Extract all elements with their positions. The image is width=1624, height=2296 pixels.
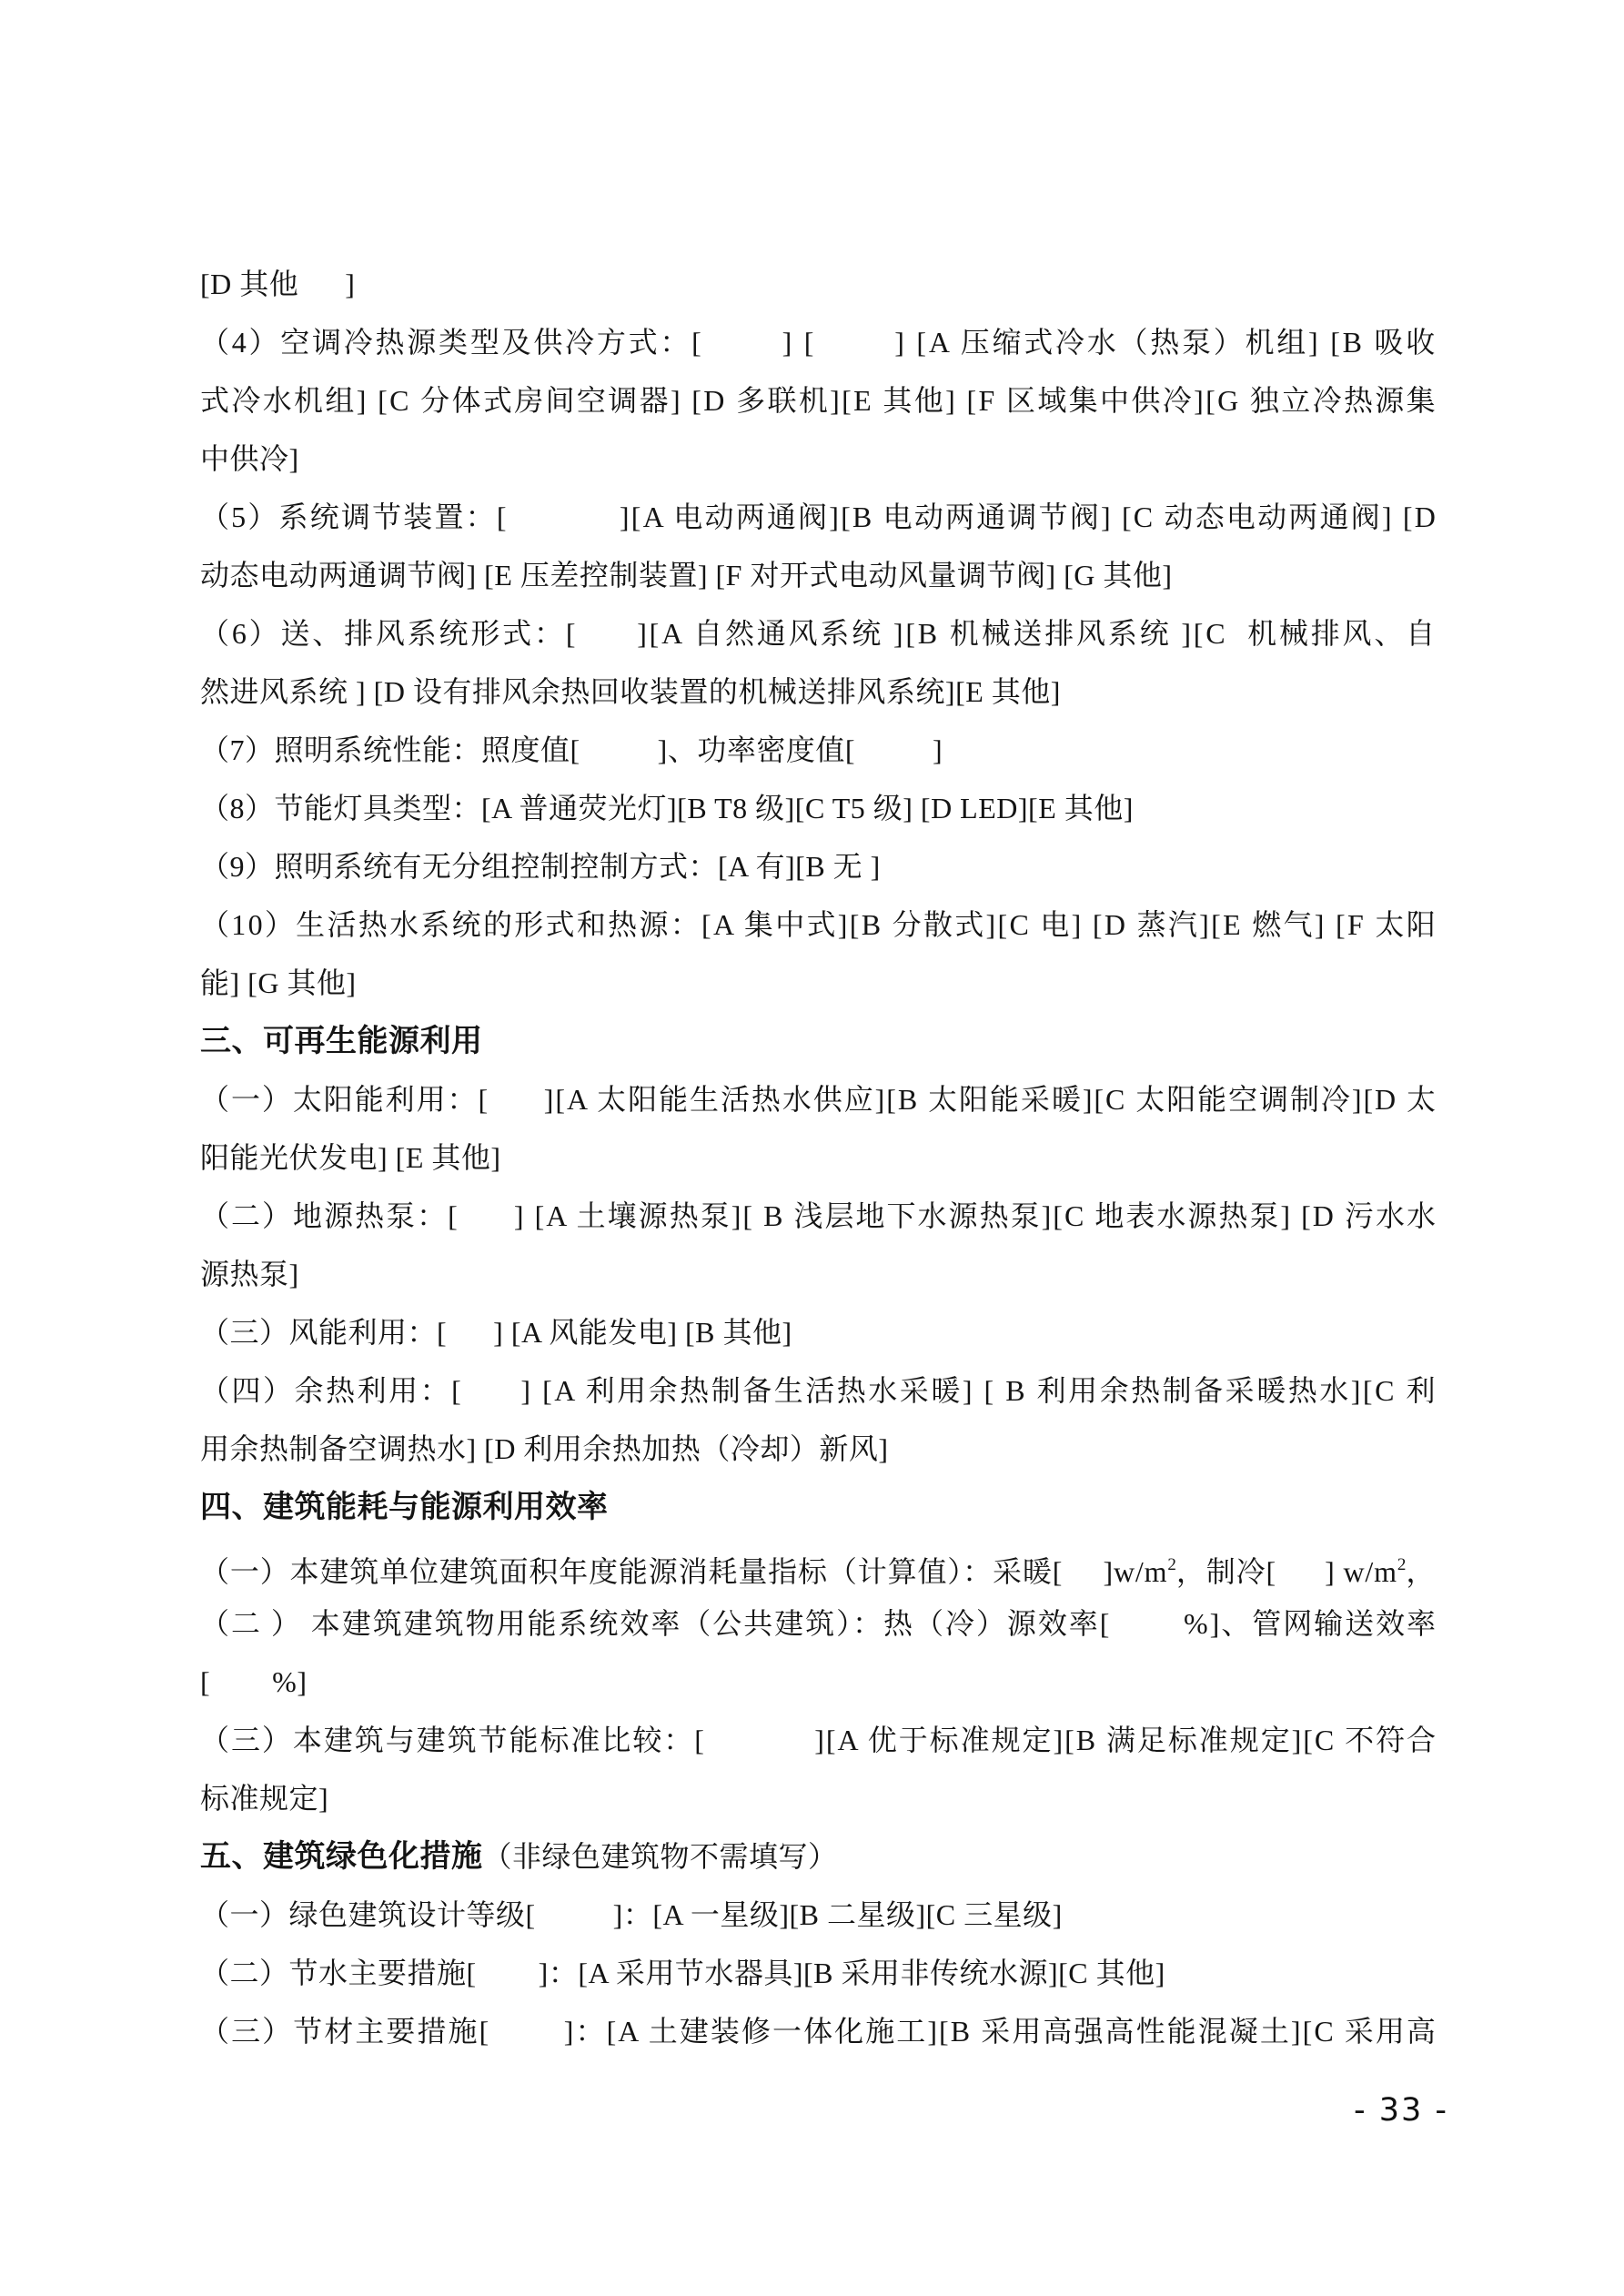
text-line: [200, 1653, 1437, 1711]
text-line: [200, 1245, 1437, 1303]
line-content: [200, 617, 1437, 650]
text-line: [200, 721, 1437, 779]
text-segment: ，: [1406, 1555, 1437, 1588]
text-line: [200, 430, 1437, 488]
text-line: [200, 2002, 1437, 2060]
text-segment: 然进风系统 ] [D 设有排风余热回收装置的机械送排风系统][E 其他]: [200, 675, 1061, 708]
text-segment: （7）照明系统性能：照度值[ ]、功率密度值[ ]: [200, 733, 943, 766]
text-line: [200, 255, 1437, 313]
text-segment: （6）送、排风系统形式：[ ][A 自然通风系统 ][B 机械送排风系统 ][C 机械排风、自: [200, 617, 1437, 650]
line-content: [200, 1665, 307, 1698]
text-line: [200, 313, 1437, 371]
text-line: [200, 1769, 1437, 1827]
text-segment: （一）绿色建筑设计等级[ ]：[A 一星级][B 二星级][C 三星级]: [200, 1898, 1063, 1931]
text-segment: 标准规定]: [200, 1782, 329, 1815]
page-number: - 33 -: [1354, 2092, 1449, 2129]
line-content: [200, 1025, 483, 1057]
line-content: [200, 966, 357, 999]
text-segment: 动态电动两通调节阀] [E 压差控制装置] [F 对开式电动风量调节阀] [G 其他]: [200, 559, 1173, 592]
text-segment: （4）空调冷热源类型及供冷方式：[ ] [ ] [A 压缩式冷水（热泵）机组] [B 吸收: [200, 326, 1437, 359]
line-content: [200, 1491, 609, 1523]
document-body: [200, 255, 1437, 2060]
text-line: [200, 1536, 1437, 1594]
text-line: [200, 895, 1437, 954]
line-content: [200, 1316, 792, 1349]
text-segment: （四）余热利用：[ ] [A 利用余热制备生活热水采暖] [ B 利用余热制备采暖热水][C 利: [200, 1374, 1437, 1407]
text-line: [200, 837, 1437, 895]
line-content: [200, 442, 299, 475]
heading-text: 三、可再生能源利用: [200, 1025, 483, 1058]
text-segment: （三）本建筑与建筑节能标准比较：[ ][A 优于标准规定][B 满足标准规定][C 不符合: [200, 1724, 1437, 1756]
text-line: [200, 1303, 1437, 1361]
text-line: [200, 604, 1437, 663]
line-content: [200, 268, 355, 300]
line-content: [200, 326, 1437, 359]
line-content: [200, 1374, 1437, 1407]
line-content: [200, 559, 1173, 592]
line-content: [200, 1083, 1437, 1116]
line-content: [200, 384, 1437, 417]
text-line: [200, 1711, 1437, 1769]
text-line: [200, 1886, 1437, 1944]
line-content: [200, 1898, 1063, 1931]
text-line: [200, 663, 1437, 721]
line-content: [200, 1607, 1437, 1640]
text-segment: （三）风能利用：[ ] [A 风能发电] [B 其他]: [200, 1316, 792, 1349]
line-content: [200, 1258, 299, 1290]
text-line: [200, 1361, 1437, 1420]
text-segment: [ %]: [200, 1665, 308, 1698]
text-segment: [D 其他 ]: [200, 268, 356, 300]
text-line: [200, 954, 1437, 1012]
text-line: [200, 1128, 1437, 1187]
text-segment: （二）节水主要措施[ ]：[A 采用节水器具][B 采用非传统水源][C 其他]: [200, 1957, 1165, 1989]
text-segment: 阳能光伏发电] [E 其他]: [200, 1141, 501, 1174]
line-content: [200, 733, 943, 766]
line-content: [200, 501, 1437, 533]
text-segment: 源热泵]: [200, 1258, 299, 1290]
text-line: [200, 546, 1437, 604]
text-segment: （一）本建筑单位建筑面积年度能源消耗量指标（计算值）：采暖[ ]w/m: [200, 1555, 1168, 1588]
line-content: [200, 1724, 1437, 1756]
line-content: [200, 2015, 1437, 2048]
heading-text: 四、建筑能耗与能源利用效率: [200, 1491, 609, 1524]
line-content: [200, 675, 1061, 708]
heading-text: 五、建筑绿色化措施: [200, 1840, 483, 1874]
text-line: [200, 1187, 1437, 1245]
superscript: 2: [1167, 1555, 1176, 1574]
text-line: [200, 488, 1437, 546]
line-content: [200, 1957, 1165, 1989]
line-content: [200, 908, 1437, 941]
text-segment: （二）地源热泵：[ ] [A 土壤源热泵][ B 浅层地下水源热泵][C 地表水源热泵] [D 污水水: [200, 1199, 1437, 1232]
text-line: [200, 1944, 1437, 2002]
superscript: 2: [1397, 1555, 1407, 1574]
text-segment: （8）节能灯具类型：[A 普通荧光灯][B T8 级][C T5 级] [D LED][E 其他]: [200, 792, 1134, 824]
text-segment: （二 ） 本建筑建筑物用能系统效率（公共建筑）：热（冷）源效率[ %]、管网输送效率: [200, 1607, 1437, 1640]
text-segment: （9）照明系统有无分组控制控制方式：[A 有][B 无 ]: [200, 850, 881, 883]
text-line: [200, 1420, 1437, 1478]
line-content: [200, 792, 1134, 824]
text-segment: （10）生活热水系统的形式和热源：[A 集中式][B 分散式][C 电] [D 蒸汽][E 燃气] [F 太阳: [200, 908, 1437, 941]
line-content: [200, 850, 881, 883]
line-content: [200, 1432, 889, 1465]
text-segment: 式冷水机组] [C 分体式房间空调器] [D 多联机][E 其他] [F 区域集中供冷][G 独立冷热源集: [200, 384, 1437, 417]
text-line: [200, 1594, 1437, 1653]
section-heading: [200, 1827, 1437, 1886]
line-content: [200, 1141, 501, 1174]
text-segment: 用余热制备空调热水] [D 利用余热加热（冷却）新风]: [200, 1432, 889, 1465]
line-content: [200, 1782, 328, 1815]
section-heading: [200, 1478, 1437, 1536]
text-line: [200, 371, 1437, 430]
text-segment: 中供冷]: [200, 442, 299, 475]
text-segment: （一）太阳能利用：[ ][A 太阳能生活热水供应][B 太阳能采暖][C 太阳能空调制冷][D 太: [200, 1083, 1437, 1116]
text-segment: （5）系统调节装置：[ ][A 电动两通阀][B 电动两通调节阀] [C 动态电动两通阀] [D: [200, 501, 1437, 533]
line-content: [200, 1555, 1436, 1588]
section-heading: [200, 1012, 1437, 1070]
text-segment: （非绿色建筑物不需填写）: [482, 1840, 838, 1873]
line-content: [200, 1199, 1437, 1232]
text-segment: ，制冷[ ] w/m: [1175, 1555, 1397, 1588]
text-line: [200, 1070, 1437, 1128]
text-segment: （三）节材主要措施[ ]：[A 土建装修一体化施工][B 采用高强高性能混凝土][C 采用高: [200, 2015, 1437, 2048]
text-segment: 能] [G 其他]: [200, 966, 357, 999]
text-line: [200, 779, 1437, 837]
line-content: [200, 1840, 838, 1873]
